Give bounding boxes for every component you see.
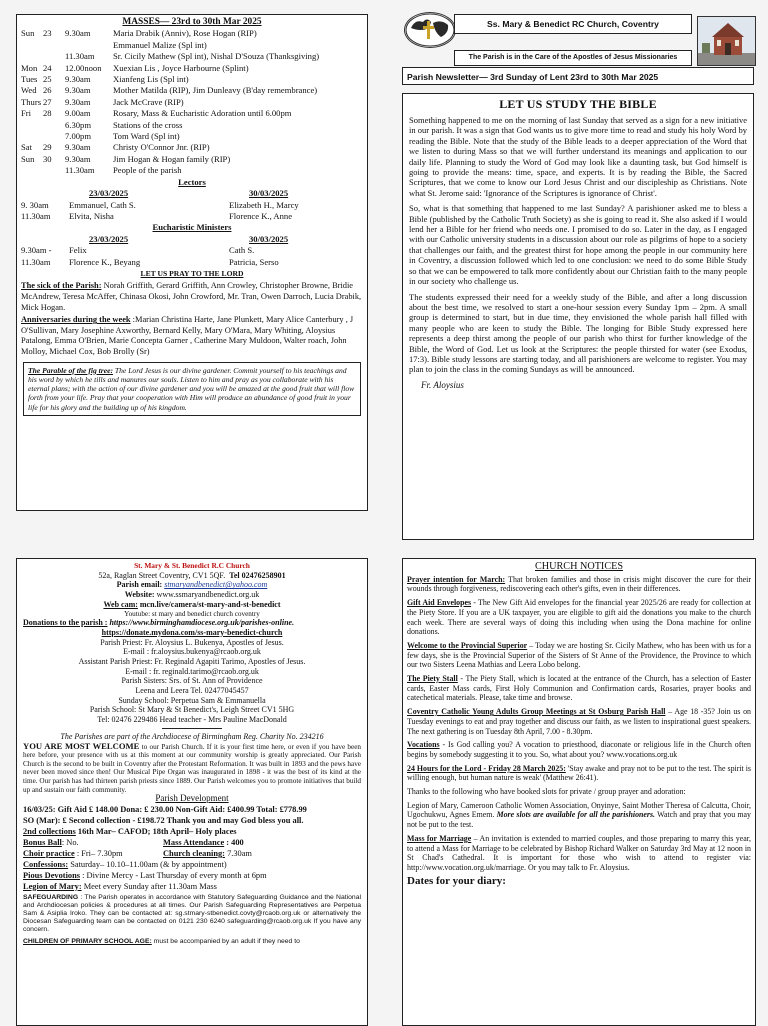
mass-intention: Mother Matilda (RIP), Jim Dunleavy (B'day remembrance): [113, 85, 318, 96]
mass-day: Wed: [21, 85, 37, 96]
lector-row-names-date-1: Emmanuel, Cath S.: [69, 199, 136, 210]
parish-sisters-names: Leena and Leera Tel. 02477045457: [135, 686, 249, 696]
mass-intention: Stations of the cross: [113, 119, 183, 130]
parish-name: St. Mary & St. Benedict R.C Church: [134, 561, 250, 570]
bonus-value: : No.: [61, 837, 79, 847]
safeguarding-text: : The Parish operates in accordance with Statutory Safeguarding Guidance and the National and Archdiocesan policies & procedures at all times. Our Parish Safeguarding Representatives are Perpetua Sam & Asiplia Iroko. They can be contacted at: sg.stmary-stbenedict.covty@rcaob.org.uk or alternatively the Diocesan Safeguarding team can be contacted on 0121 230 6240 safeguarding@rcaob.org.uk If you have any concern.: [23, 893, 361, 933]
vocations-text: - Is God calling you? A vocation to priesthood, diaconate or religious life in the Church often begins by somebody suggesting it to you. So, what about you? www.vocations.org.uk: [407, 740, 751, 759]
mass-time: 9.30am: [65, 153, 91, 164]
hours24-notice: [407, 764, 751, 783]
mass-date: 30: [43, 153, 52, 164]
minister-row-names-date-2: Patricia, Serso: [229, 256, 279, 267]
choir-value: : Fri– 7.30pm: [74, 848, 123, 858]
anniv-text: :Marian Christina Harte, Jane Plunkett, Mary Alice Canterbury , J O'Sullivan, Mary Josephine Axworthy, Bernard Kelly, Mary O'Mara, Mary Whiting, Aloysius Patalong, Emma O'Brien, Marie Concepta Garner , Catherine Mary Muldoon, Walter roach, John Molloy, Michael Cox, Bob Brolly (Sr): [21, 315, 354, 356]
assistant-email: E-mail : fr. reginald.tarimo@rcaob.org.uk: [125, 666, 259, 676]
masses-panel: [16, 14, 368, 511]
mass-intention: Emmanuel Malize (Spl int): [113, 39, 207, 50]
bible-title: LET US STUDY THE BIBLE: [499, 97, 657, 111]
bonus-label: Bonus Ball: [23, 837, 62, 847]
groups-notice: [407, 801, 751, 830]
welcome-superior-text: – Today we are hosting Sr. Cicily Mathew, who has been with us for a few days, she is the Provincial Superior of the Sisters of St Anne of the Providence, the Province to which our two Sisters Leena Mathias and Leera Lobo belong.: [407, 640, 751, 670]
young-adults-label: Coventry Catholic Young Adults Group Meetings at St Osburg Parish Hall: [407, 707, 666, 717]
webcam-link[interactable]: mcn.live/camera/st-mary-and-st-benedict: [139, 599, 281, 609]
masses-title: MASSES— 23rd to 30th Mar 2025: [122, 17, 262, 27]
parable-title: The Parable of the fig tree:: [28, 365, 113, 375]
divider: [162, 728, 222, 729]
gift-aid-label: Gift Aid Envelopes: [407, 598, 472, 608]
lector-row-names-date-1: Elvita, Nisha: [69, 210, 114, 221]
minister-row-names-date-1: Florence K., Beyang: [69, 256, 141, 267]
priest-email: E-mail : fr.aloysius.bukenya@rcaob.org.uk: [123, 647, 261, 657]
minister-row-time: 9.30am -: [21, 245, 52, 256]
donations-link-2[interactable]: https://donate.mydona.com/ss-mary-benedict-church: [101, 627, 283, 637]
lector-row-names-date-2: Florence K., Anne: [229, 210, 293, 221]
mass-date: 26: [43, 85, 52, 96]
mass-day: Fri: [21, 108, 32, 119]
address-line: [23, 571, 361, 581]
development-line-2: SO (Mar): £ Second collection - £198.72 Thank you and may God bless you all.: [23, 815, 304, 825]
church-logo: [404, 12, 456, 48]
piety-stall-notice: [407, 674, 751, 703]
minister-row: [21, 257, 363, 268]
welcome-bold: YOU ARE MOST WELCOME: [23, 740, 140, 751]
mass-intention: Jim Hogan & Hogan family (RIP): [113, 153, 231, 164]
lectors-list: [21, 200, 363, 223]
lector-row: [21, 211, 363, 222]
welcome-text: to our Parish Church. If it is your first time here, or even if you have been here before, your presence with us at this moment at our community worship is greatly appreciated. Our Parish Church is the second to be built in Coventry after the Protestant Reformation. It was built in 1893 and the pews have never been moved since then! Our Musical Pipe Organ was inaugurated in 1898 - it was the best of its kind at the time. Our parish has had thirteen parish priests since 1889. Our Parish welcomes you to promote initiatives that build up and sustain our faith community.: [23, 742, 361, 794]
bible-paragraph-2: So, what is that something that happened to me last Sunday? A parishioner asked me to bless a Bible (published by the Catholic Truth Society) as she is going to read it. She also asked if I would lend her a Bible for her friend who needs one. I promised to do so. Later in the day, as I engaged with our Catholic university students in a discussion about our role as pilgrims of hope to a society that challenges our faith, and the greatest thirst for hope among the people in our community here in Coventry, a discussion followed which led to one conclusion: we need to do some Bible Study so that we can be empowered to talk more confidently about our Christian faith to the many people in our society who challenge us.: [409, 203, 747, 287]
mass-row: [21, 28, 363, 39]
mass-date: [43, 40, 65, 51]
website-link[interactable]: www.ssmaryandbenedict.org.uk: [156, 590, 260, 600]
mass-day: Thurs: [21, 96, 42, 107]
mass-time: 11.30am: [65, 165, 95, 176]
mass-intention: Xuexian Lis , Joyce Harbourne (Splint): [113, 62, 249, 73]
young-adults-notice: [407, 707, 751, 736]
mass-intention: Jack McCrave (RIP): [113, 96, 184, 107]
vocations-label: Vocations: [407, 740, 440, 750]
ministers-list: [21, 245, 363, 268]
signature: Fr. Aloysius: [421, 379, 464, 390]
lector-row: [21, 200, 363, 211]
legion-row: [23, 881, 361, 892]
choir-cleaning-row: [23, 848, 361, 859]
second-collections-text: 16th Mar– CAFOD; 18th April– Holy places: [77, 826, 237, 836]
mass-intention: Tom Ward (Spl int): [113, 131, 180, 142]
bonus-attendance-row: [23, 837, 361, 848]
anniv-label: Anniversaries during the week: [21, 315, 131, 325]
mass-time: 11.30am: [65, 51, 95, 62]
thanks-text: Thanks to the following who have booked slots for private / group prayer and adoration:: [407, 787, 686, 797]
youtube: Youtube: st mary and benedict church coventry: [124, 609, 260, 618]
sick-label: The sick of the Parish:: [21, 281, 102, 291]
groups-text: Legion of Mary, Cameroon Catholic Women Association, Onyinye, Saint Mother Theresa of Calcutta, Choir, Ugochukwu, Agnes Emem.: [407, 800, 751, 820]
webcam-label: Web cam:: [103, 599, 138, 609]
cleaning-label: Church cleaning:: [163, 848, 225, 858]
mass-time: 12.00noon: [65, 62, 102, 73]
archdiocese-note: The Parishes are part of the Archdiocese of Birmingham Reg. Charity No. 234216: [60, 731, 324, 741]
pious-row: [23, 870, 361, 881]
second-collections-row: [23, 826, 361, 837]
prayer-text: That broken families and those in crisis might discover the cure for their wounds through forgiveness, rediscovering each other's gifts, even in their differences.: [407, 574, 752, 594]
email-label: Parish email:: [116, 580, 163, 590]
pious-label: Pious Devotions: [23, 870, 81, 880]
ministers-dates: [21, 234, 363, 245]
school-telephone: Tel: 02476 229486 Head teacher - Mrs Pauline MacDonald: [97, 715, 287, 725]
safeguarding-paragraph: [23, 894, 361, 934]
mass-row: [21, 142, 363, 153]
mass-time: 9.30am: [65, 85, 91, 96]
mass-intention: Sr. Cicily Mathew (Spl int), Nishal D'Souza (Thanksgiving): [113, 51, 320, 62]
masses-list: [21, 28, 363, 176]
mass-time: 7.00pm: [65, 131, 92, 142]
groups-end: Watch and pray that you may not be put to the test.: [407, 810, 751, 830]
confessions-value: Saturday– 10.10–11.00am (& by appointment): [68, 859, 227, 869]
children-paragraph: [23, 938, 361, 946]
attendance-value: : 400: [224, 837, 244, 847]
mass-date: 29: [43, 142, 52, 153]
piety-label: The Piety Stall: [407, 674, 458, 684]
legion-value: Meet every Sunday after 11.30am Mass: [81, 881, 217, 891]
mass-intention: Rosary, Mass & Eucharistic Adoration until 6.00pm: [113, 108, 292, 119]
mass-intention: Xianfeng Lis (Spl int): [113, 74, 189, 85]
website-line: [23, 590, 361, 600]
minister-row-time: 11.30am: [21, 256, 51, 267]
mass-date: 28: [43, 108, 52, 119]
sick-list: [21, 281, 363, 313]
pious-value: : Divine Mercy - Last Thursday of every month at 6pm: [80, 870, 267, 880]
development-heading: Parish Development: [155, 793, 229, 804]
parable-box: [23, 362, 361, 416]
second-collections-label: 2nd collections: [23, 826, 76, 836]
hours24-text: 'Stay awake and pray not to be put to the test. The spirit is willing enough, but human nature is weak' (Matthew 26:41).: [407, 763, 751, 783]
dates-heading: Dates for your diary:: [407, 874, 506, 887]
website-label: Website:: [124, 590, 155, 600]
mass-date: [43, 120, 65, 131]
sick-text: Norah Griffith, Gerard Griffith, Ann Crowley, Christopher Browne, Bridie McAndrew, Teresa McAffer, Chinasa Okosi, John Crowford, Mr. Tran, Owen Darroch, Lucia Drabik, Mick Hogan.: [21, 281, 362, 312]
mass-day: [21, 120, 43, 131]
mass-intention: Maria Drabik (Anniv), Rose Hogan (RIP): [113, 28, 257, 39]
lectors-date-1: 23/03/2025: [89, 188, 129, 199]
mass-intention: Christy O'Connor Jnr. (RIP): [113, 142, 210, 153]
piety-text: - The Piety Stall, which is located at the entrance of the Church, has a selection of Easter cards, Easter Mass cards, First Holy Communion and Confirmation cards, Rosaries, prayer books and catechetical materials. Please, take time and browse.: [407, 674, 751, 703]
telephone: Tel 02476258901: [229, 570, 286, 580]
lectors-heading: Lectors: [178, 176, 206, 187]
mass-time: 6.30pm: [65, 119, 92, 130]
marriage-text: – An invitation is extended to married couples, and those preparing to marry this year, to attend a Mass for Marriage to be celebrated by Bishop Richard Walker on Saturday 3rd May at 12 noon in St Chad's Cathedral. It is important for those who wish to attend to register via: http://www.vocation.org.uk/marriage. Or you may talk to Fr. Aloysius.: [407, 833, 751, 872]
confessions-label: Confessions:: [23, 859, 69, 869]
mass-day: Tues: [21, 74, 38, 85]
care-line: The Parish is in the Care of the Apostles of Jesus Missionaries: [454, 50, 692, 66]
webcam-line: [23, 600, 361, 610]
bible-paragraph-1: Something happened to me on the morning of last Sunday that served as a sign for a new initiative in our parish. It was a sign that God wants us to give more time to read and study his holy Word by reading the Bible. Note that the study of the Bible leads to a deeper appreciation of the Word that we listen to during Mass so that we will further understand its meanings and application to our daily life. Planning to study the Word of God may look like a daunting task, but God himself is going to provide the means: time, space, and experts. It is by reading the Bible, the Sacred Scriptures, that we come to know our Lord Jesus Christ and our discipleship as Christians. Note what St. Jerome said: 'Ignorance of the Scriptures is ignorance of Christ'.: [409, 115, 747, 198]
mass-row: [21, 63, 363, 74]
church-notices-panel: [402, 558, 756, 1026]
lector-row-time: 9. 30am: [21, 199, 49, 210]
parish-sisters: Parish Sisters: Srs. of St. Ann of Providence: [121, 676, 263, 686]
pray-heading: LET US PRAY TO THE LORD: [140, 268, 244, 278]
bible-study-box: [402, 93, 754, 540]
email-line: [23, 580, 361, 590]
parish-email-link[interactable]: stmaryandbenedict@yahoo.com: [164, 580, 268, 590]
gift-aid-text: - The New Gift Aid envelopes for the financial year 2025/26 are ready for collection at the Piety Store. If you are a UK taxpayer, you are eligible to gift aid the donations you make to the church each week. There are several ways of doing this including when using the Dona machine for online donations.: [407, 598, 751, 637]
mass-row: [21, 131, 363, 142]
young-adults-text: – Age 18 -35? Join us on Tuesday evenings to eat and pray together and discuss our faith, as we listen to inspirational guest speakers. The next gathering is on Tuesday 8th April, 7.00 - 8.30pm.: [407, 707, 751, 736]
mass-intention: People of the parish: [113, 165, 182, 176]
mass-day: Sat: [21, 142, 32, 153]
mass-row: [21, 85, 363, 96]
mass-row: [21, 154, 363, 165]
mass-row: [21, 40, 363, 51]
parable-text: The Lord Jesus is our divine gardener. Commit yourself to his teachings and his word by which he tills and manures our souls. Listen to him and pray as you collaborate with his eternal plans; with the action of our divine gardener and you will be amazed at the good fruit that will flow forth from your life. Pray that your cooperation with Him will produce an abundance of good fruit in your life for his glory and the building up of his kingdom.: [28, 365, 355, 412]
confessions-row: [23, 859, 361, 870]
address: 52a, Raglan Street Coventry, CV1 5QF.: [98, 570, 226, 580]
vocations-notice: [407, 740, 751, 759]
mass-time: 9.00am: [65, 108, 91, 119]
ministers-date-2: 30/03/2025: [249, 233, 289, 244]
bible-paragraph-3: The students expressed their need for a weekly study of the Bible, and after a long discussion about the best time, we resolved to start a one-hour session every Sunday 1pm – 2pm. A small group is determined to start, but in due time, they envisioned the whole parish hall filled with many people who are keen to study the Bible. The longing for Bible Study expressed here represents a deep thirst among the people of our parish who thirst for further knowledge of the Bible, the Word of God. Let us look at the Scriptures: the people thirsted for water (see Exodus, 17:3). Bible study lessons are starting today, and all parishioners are welcome to register. You may plan to join the class in the coming Sundays as will be announced.: [409, 291, 747, 375]
newsletter-line: Parish Newsletter— 3rd Sunday of Lent 23rd to 30th Mar 2025: [402, 67, 754, 85]
mass-day: Sun: [21, 153, 35, 164]
sunday-school: Sunday School: Perpetua Sam & Emmanuella: [118, 695, 266, 705]
lectors-dates: [21, 188, 363, 199]
donations-line: [23, 618, 361, 628]
hours24-label: 24 Hours for the Lord - Friday 28 March 2025:: [407, 763, 566, 773]
church-name: Ss. Mary & Benedict RC Church, Coventry: [454, 14, 692, 34]
welcome-paragraph: [23, 742, 361, 795]
mass-day: Mon: [21, 62, 38, 73]
minister-row-names-date-2: Cath S.: [229, 245, 255, 256]
prayer-label: Prayer intention for March:: [407, 574, 506, 584]
minister-row: [21, 245, 363, 256]
mass-time: [65, 40, 113, 51]
parish-priest: Parish Priest: Fr. Aloysius L. Bukenya, Apostles of Jesus.: [100, 637, 284, 647]
marriage-label: Mass for Marriage: [407, 833, 472, 843]
children-label: CHILDREN OF PRIMARY SCHOOL AGE:: [23, 937, 152, 945]
mass-day: [21, 131, 43, 142]
mass-date: [43, 165, 65, 176]
lector-row-time: 11.30am: [21, 210, 51, 221]
mass-row: [21, 51, 363, 62]
mass-date: [43, 131, 65, 142]
mass-row: [21, 108, 363, 119]
mass-time: 9.30am: [65, 142, 91, 153]
anniversaries: [21, 315, 363, 357]
gift-aid-notice: [407, 598, 751, 637]
lector-row-names-date-2: Elizabeth H., Marcy: [229, 199, 299, 210]
notices-heading: CHURCH NOTICES: [534, 561, 624, 572]
welcome-superior-label: Welcome to the Provincial Superior: [407, 640, 528, 650]
mass-date: [43, 51, 65, 62]
welcome-superior-notice: [407, 641, 751, 670]
parish-info-panel: [16, 558, 368, 1026]
attendance-label: Mass Attendance: [163, 837, 225, 847]
lectors-date-2: 30/03/2025: [249, 188, 289, 199]
mass-time: 9.30am: [65, 74, 91, 85]
safeguarding-label: SAFEGUARDING: [23, 893, 79, 901]
ministers-date-1: 23/03/2025: [89, 233, 129, 244]
donations-label: Donations to the parish :: [23, 618, 108, 628]
mass-time: 9.30am: [65, 96, 91, 107]
cleaning-value: 7.30am: [224, 848, 252, 858]
donations-link-1[interactable]: https://www.birminghamdiocese.org.uk/parishes-online.: [109, 618, 295, 628]
mass-row: [21, 74, 363, 85]
mass-day: [21, 40, 43, 51]
mass-date: 24: [43, 62, 52, 73]
choir-label: Choir practice: [23, 848, 75, 858]
mass-day: [21, 51, 43, 62]
mass-date: 25: [43, 74, 52, 85]
children-text: must be accompanied by an adult if they need to: [151, 937, 300, 945]
ministers-heading: Eucharistic Ministers: [152, 222, 232, 233]
legion-label: Legion of Mary:: [23, 881, 82, 891]
mass-row: [21, 120, 363, 131]
mass-day: [21, 165, 43, 176]
mass-row: [21, 97, 363, 108]
assistant-priest: Assistant Parish Priest: Fr. Reginald Agapiti Tarimo, Apostles of Jesus.: [78, 656, 306, 666]
prayer-intention: [407, 575, 751, 594]
mass-time: 9.30am: [65, 28, 91, 39]
marriage-notice: [407, 834, 751, 873]
mass-date: 27: [43, 96, 52, 107]
groups-bold: More slots are available for all the parishioners.: [494, 810, 656, 820]
mass-row: [21, 165, 363, 176]
minister-row-names-date-1: Felix: [69, 245, 87, 256]
mass-date: 23: [43, 28, 52, 39]
parish-school: Parish School: St Mary & St Benedict's, Leigh Street CV1 5HG: [89, 705, 295, 715]
church-building-image: [697, 16, 756, 66]
development-line-1: 16/03/25: Gift Aid £ 148.00 Dona: £ 230.00 Non-Gift Aid: £400.99 Total: £778.99: [23, 804, 307, 814]
mass-day: Sun: [21, 28, 35, 39]
